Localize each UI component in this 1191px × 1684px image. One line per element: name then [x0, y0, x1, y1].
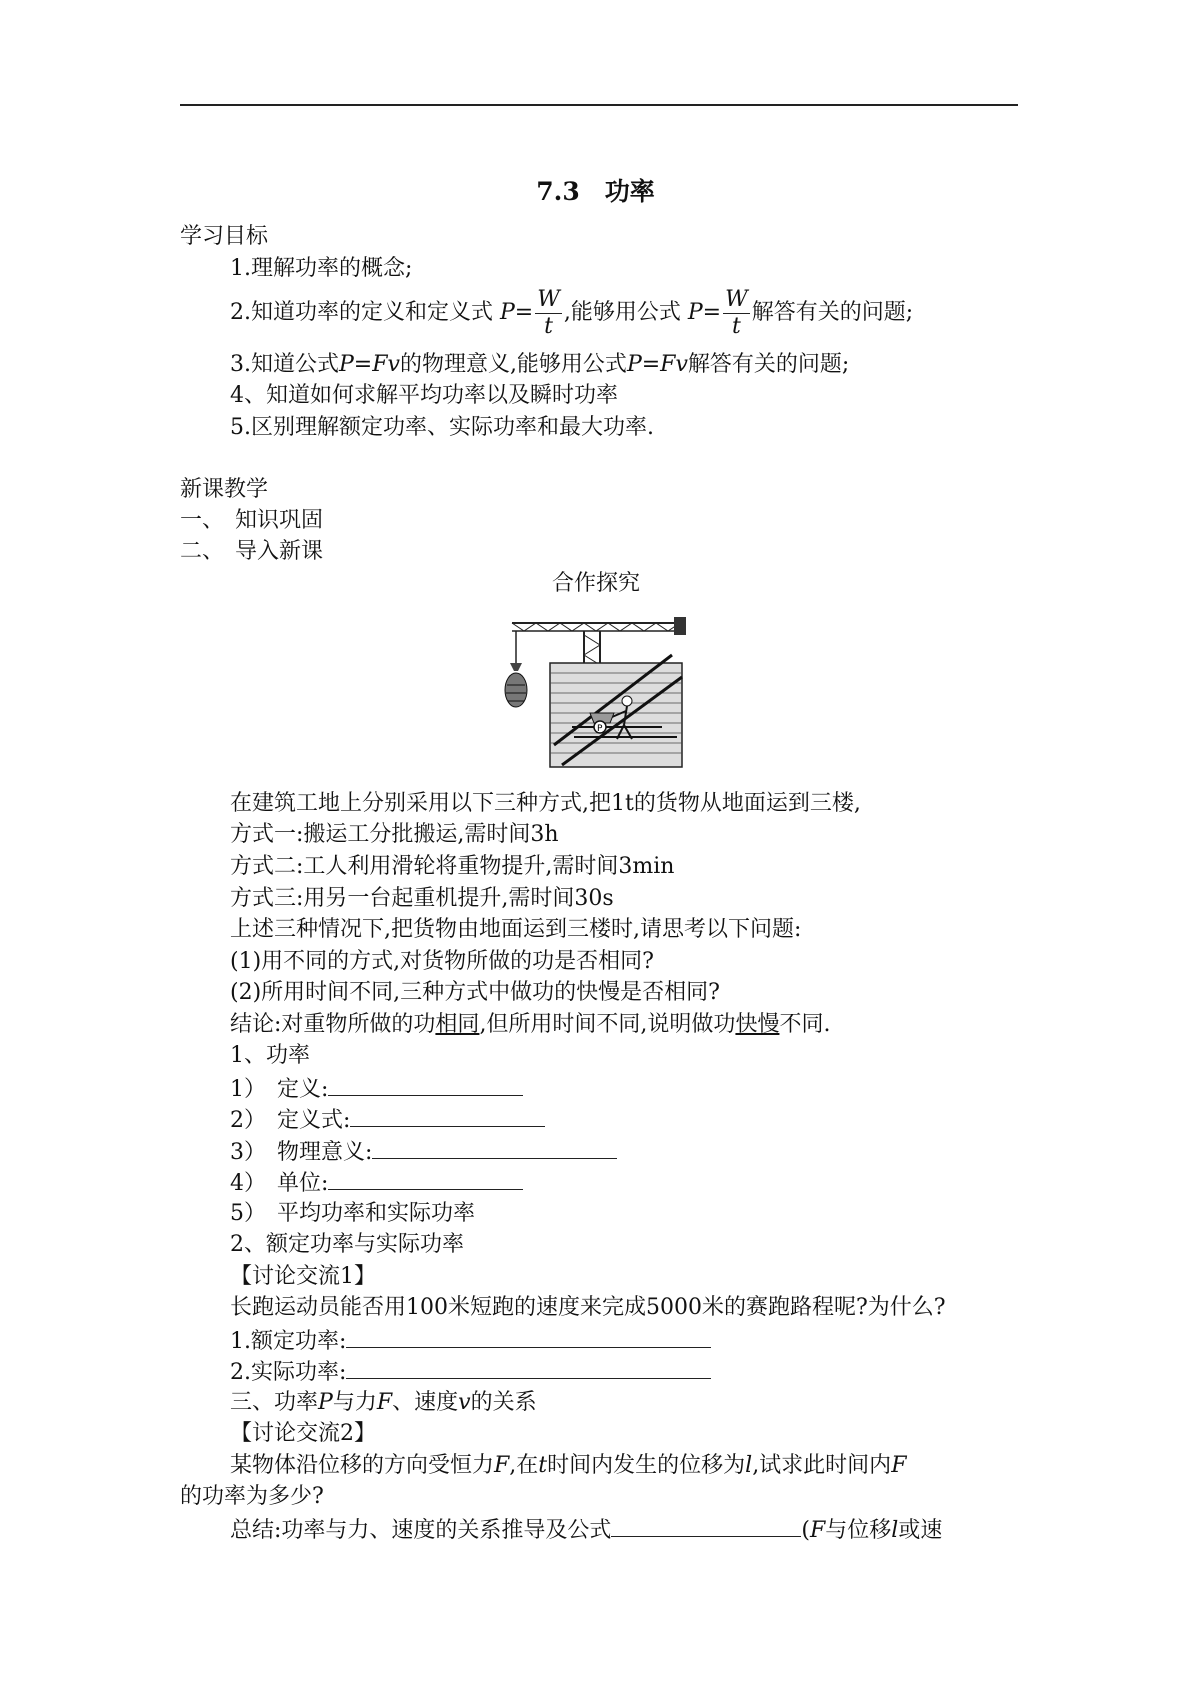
rated-actual-heading: 2、额定功率与实际功率: [230, 1232, 464, 1257]
scenario-question-2: (2)所用时间不同,三种方式中做功的快慢是否相同?: [230, 980, 720, 1005]
scenario-intro: 在建筑工地上分别采用以下三种方式,把1t的货物从地面运到三楼,: [230, 791, 861, 816]
scenario-question-intro: 上述三种情况下,把货物由地面运到三楼时,请思考以下问题:: [230, 917, 802, 942]
fraction-w-over-t: $\frac{W}{t}$: [537, 286, 560, 339]
summary-line: 总结:功率与力、速度的关系推导及公式 (F与位移l或速: [230, 1514, 942, 1546]
goal-1: 1.理解功率的概念;: [230, 256, 413, 281]
goal-4: 4、知道如何求解平均功率以及瞬时功率: [230, 383, 618, 408]
discussion-1-question: 长跑运动员能否用100米短跑的速度来完成5000米的赛跑路程呢?为什么?: [230, 1295, 946, 1320]
scenario-method-2: 方式二:工人利用滑轮将重物提升,需时间3min: [230, 854, 675, 879]
rated-power: 1.额定功率:: [230, 1325, 711, 1357]
cart-label-p: P: [597, 724, 603, 734]
discussion-2-line-2: 的功率为多少?: [180, 1484, 324, 1509]
goal-3: 3.知道公式P=Fv的物理意义,能够用公式P=Fv解答有关的问题;: [230, 352, 850, 377]
crane-construction-illustration: [502, 615, 694, 771]
power-meaning: 3） 物理意义:: [230, 1136, 617, 1168]
actual-power-blank[interactable]: [346, 1356, 711, 1379]
scenario-conclusion: 结论:对重物所做的功相同,但所用时间不同,说明做功快慢不同.: [230, 1012, 831, 1037]
section-2: 二、 导入新课: [180, 539, 324, 564]
discussion-1-tag: 【讨论交流1】: [230, 1264, 376, 1289]
discussion-2-line-1: 某物体沿位移的方向受恒力F,在t时间内发生的位移为l,试求此时间内F: [230, 1453, 907, 1478]
formula-blank[interactable]: [350, 1104, 545, 1127]
fraction-w-over-t-2: $\frac{W}{t}$: [725, 286, 748, 339]
power-formula: 2） 定义式:: [230, 1104, 545, 1136]
summary-formula-blank[interactable]: [611, 1514, 801, 1537]
definition-blank[interactable]: [328, 1073, 523, 1096]
power-unit: 4） 单位:: [230, 1167, 523, 1199]
rated-power-blank[interactable]: [346, 1325, 711, 1348]
section-3-heading: 三、功率P与力F、速度v的关系: [230, 1390, 537, 1415]
lesson-heading: 新课教学: [180, 477, 269, 502]
unit-blank[interactable]: [328, 1167, 523, 1190]
scenario-question-1: (1)用不同的方式,对货物所做的功是否相同?: [230, 949, 654, 974]
figure-caption: 合作探究: [552, 571, 641, 596]
section-1: 一、 知识巩固: [180, 508, 324, 533]
actual-power: 2.实际功率:: [230, 1356, 711, 1388]
power-average: 5） 平均功率和实际功率: [230, 1201, 475, 1226]
meaning-blank[interactable]: [372, 1136, 617, 1159]
scenario-method-1: 方式一:搬运工分批搬运,需时间3h: [230, 822, 559, 847]
power-heading: 1、功率: [230, 1043, 310, 1068]
scenario-method-3: 方式三:用另一台起重机提升,需时间30s: [230, 886, 614, 911]
power-definition: 1） 定义:: [230, 1073, 523, 1105]
goal-2: 2.知道功率的定义和定义式 P= $\frac{W}{t}$ ,能够用公式 P= $\frac{W}{t}$ 解答有关的问题;: [230, 286, 914, 339]
discussion-2-tag: 【讨论交流2】: [230, 1421, 376, 1446]
goal-5: 5.区别理解额定功率、实际功率和最大功率.: [230, 415, 654, 440]
page-title: 7.3 功率: [536, 177, 655, 206]
header-rule: [180, 104, 1018, 106]
goals-heading: 学习目标: [180, 224, 269, 249]
